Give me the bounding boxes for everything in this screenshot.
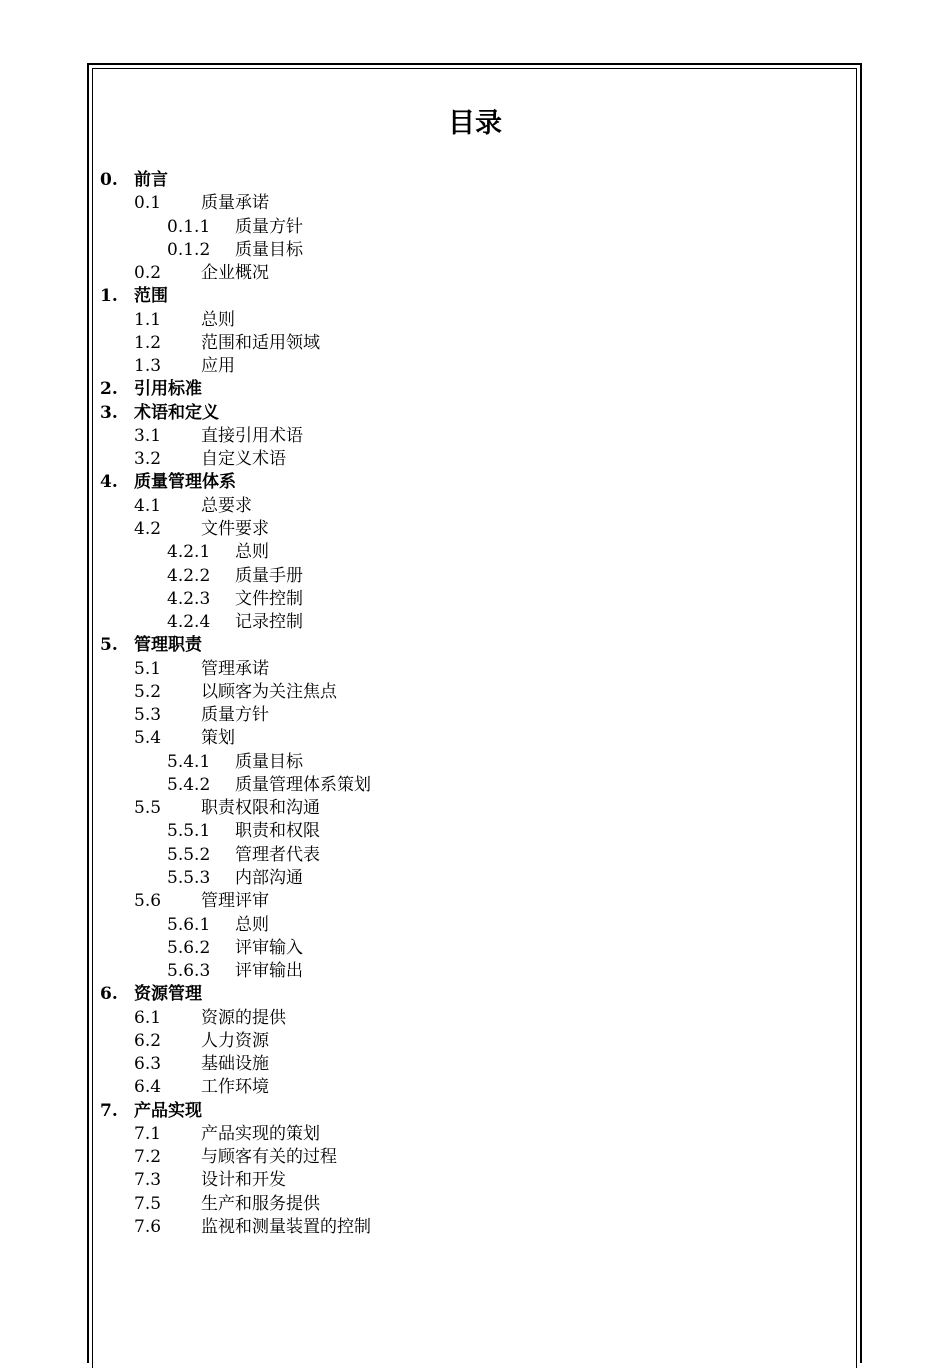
- toc-entry-title: 术语和定义: [134, 402, 219, 423]
- toc-entry[interactable]: [100, 1076, 840, 1099]
- toc-entry[interactable]: [100, 192, 840, 215]
- toc-entry[interactable]: [100, 1053, 840, 1076]
- toc-entry[interactable]: [100, 378, 840, 401]
- toc-entry-title: 范围和适用领域: [201, 332, 320, 353]
- toc-entry-title: 自定义术语: [201, 449, 286, 470]
- toc-entry-number: 5.5.1: [167, 821, 211, 842]
- toc-entry[interactable]: [100, 565, 840, 588]
- toc-entry[interactable]: [100, 658, 840, 681]
- toc-entry[interactable]: [100, 495, 840, 518]
- toc-entry-title: 总则: [201, 309, 235, 330]
- toc-entry[interactable]: [100, 867, 840, 890]
- toc-entry-title: 质量管理体系: [134, 472, 236, 493]
- toc-entry[interactable]: [100, 1193, 840, 1216]
- toc-entry[interactable]: [100, 1007, 840, 1030]
- toc-entry-title: 文件控制: [235, 588, 303, 609]
- toc-entry-title: 应用: [201, 356, 235, 377]
- toc-entry-title: 产品实现的策划: [201, 1123, 320, 1144]
- toc-entry-number: 5.6.3: [167, 961, 211, 982]
- toc-entry-title: 范围: [134, 286, 168, 307]
- toc-entry[interactable]: [100, 774, 840, 797]
- toc-entry[interactable]: [100, 402, 840, 425]
- toc-entry[interactable]: [100, 983, 840, 1006]
- toc-entry-number: 3.: [100, 402, 118, 423]
- page-title: 目录: [448, 108, 502, 139]
- toc-entry-title: 质量承诺: [201, 193, 269, 214]
- toc-entry-number: 6.2: [134, 1030, 162, 1051]
- toc-entry-number: 6.1: [134, 1007, 162, 1028]
- toc-entry[interactable]: [100, 751, 840, 774]
- toc-entry[interactable]: [100, 890, 840, 913]
- toc-entry[interactable]: [100, 844, 840, 867]
- toc-entry-title: 文件要求: [201, 518, 269, 539]
- toc-entry-title: 产品实现: [134, 1100, 202, 1121]
- toc-entry[interactable]: [100, 1030, 840, 1053]
- toc-entry-title: 人力资源: [201, 1030, 269, 1051]
- table-of-contents: [100, 169, 840, 1239]
- toc-entry[interactable]: [100, 1146, 840, 1169]
- toc-entry-title: 设计和开发: [201, 1170, 286, 1191]
- toc-entry[interactable]: [100, 704, 840, 727]
- toc-entry-number: 4.2.3: [167, 588, 211, 609]
- toc-entry-number: 5.6.2: [167, 937, 211, 958]
- toc-entry-number: 5.5: [134, 798, 162, 819]
- toc-entry-number: 4.1: [134, 495, 162, 516]
- toc-entry-title: 以顾客为关注焦点: [201, 681, 337, 702]
- toc-entry[interactable]: [100, 285, 840, 308]
- toc-entry-number: 4.2: [134, 518, 162, 539]
- toc-entry-title: 职责权限和沟通: [201, 798, 320, 819]
- toc-entry-title: 内部沟通: [235, 867, 303, 888]
- toc-entry-number: 4.2.2: [167, 565, 211, 586]
- toc-entry-title: 总要求: [201, 495, 252, 516]
- toc-entry-number: 3.1: [134, 425, 162, 446]
- toc-entry[interactable]: [100, 518, 840, 541]
- toc-entry[interactable]: [100, 634, 840, 657]
- toc-entry-number: 1.3: [134, 356, 162, 377]
- toc-entry[interactable]: [100, 1100, 840, 1123]
- toc-entry-title: 工作环境: [201, 1077, 269, 1098]
- toc-entry-title: 总则: [235, 542, 269, 563]
- toc-entry-title: 监视和测量装置的控制: [201, 1216, 371, 1237]
- toc-entry-number: 5.1: [134, 658, 162, 679]
- toc-entry-title: 企业概况: [201, 263, 269, 284]
- toc-entry-number: 5.4.1: [167, 751, 211, 772]
- toc-entry-title: 策划: [201, 728, 235, 749]
- toc-entry-number: 0.: [100, 170, 118, 190]
- toc-entry-number: 6.4: [134, 1077, 162, 1098]
- toc-entry[interactable]: [100, 960, 840, 983]
- toc-entry[interactable]: [100, 1123, 840, 1146]
- toc-entry-number: 5.4: [134, 728, 162, 749]
- toc-entry-title: 质量管理体系策划: [235, 774, 371, 795]
- toc-entry-number: 5.3: [134, 705, 162, 726]
- toc-entry-title: 生产和服务提供: [201, 1193, 320, 1214]
- toc-entry-number: 5.5.3: [167, 867, 211, 888]
- toc-entry-number: 5.6: [134, 891, 162, 912]
- toc-entry[interactable]: [100, 169, 840, 192]
- toc-entry[interactable]: [100, 262, 840, 285]
- toc-entry[interactable]: [100, 239, 840, 262]
- toc-entry-title: 管理者代表: [235, 844, 320, 865]
- toc-entry[interactable]: [100, 914, 840, 937]
- toc-entry-number: 5.4.2: [167, 774, 211, 795]
- toc-entry-number: 0.2: [134, 263, 162, 284]
- toc-entry[interactable]: [100, 681, 840, 704]
- toc-entry-number: 7.3: [134, 1170, 162, 1191]
- toc-entry-title: 资源的提供: [201, 1007, 286, 1028]
- toc-entry-title: 质量目标: [235, 239, 303, 260]
- toc-entry-number: 3.2: [134, 449, 162, 470]
- toc-entry-title: 评审输入: [235, 937, 303, 958]
- toc-entry-number: 4.2.4: [167, 612, 211, 633]
- toc-entry[interactable]: [100, 1216, 840, 1239]
- toc-entry-number: 2.: [100, 379, 118, 400]
- toc-entry[interactable]: [100, 309, 840, 332]
- toc-entry-number: 0.1: [134, 193, 162, 214]
- toc-entry-title: 资源管理: [134, 984, 202, 1005]
- toc-entry-number: 4.: [100, 472, 118, 493]
- toc-entry-title: 管理评审: [201, 891, 269, 912]
- toc-entry-number: 1.1: [134, 309, 162, 330]
- toc-entry-title: 质量目标: [235, 751, 303, 772]
- toc-entry-title: 前言: [134, 170, 168, 190]
- toc-entry-number: 6.: [100, 984, 118, 1005]
- toc-entry-number: 5.: [100, 635, 118, 656]
- toc-entry-number: 5.2: [134, 681, 162, 702]
- toc-entry-number: 7.6: [134, 1216, 162, 1237]
- toc-entry-number: 7.: [100, 1100, 118, 1121]
- toc-entry-title: 管理职责: [134, 635, 202, 656]
- toc-entry-title: 质量手册: [235, 565, 303, 586]
- toc-entry[interactable]: [100, 541, 840, 564]
- toc-entry[interactable]: [100, 611, 840, 634]
- toc-entry[interactable]: [100, 937, 840, 960]
- toc-entry-number: 4.2.1: [167, 542, 211, 563]
- toc-entry-title: 管理承诺: [201, 658, 269, 679]
- toc-entry[interactable]: [100, 216, 840, 239]
- toc-entry[interactable]: [100, 820, 840, 843]
- toc-entry-number: 1.: [100, 286, 118, 307]
- toc-entry-number: 0.1.1: [167, 216, 211, 237]
- toc-entry[interactable]: [100, 471, 840, 494]
- toc-entry[interactable]: [100, 355, 840, 378]
- toc-entry-title: 引用标准: [134, 379, 202, 400]
- toc-entry-title: 直接引用术语: [201, 425, 303, 446]
- toc-entry[interactable]: [100, 797, 840, 820]
- toc-entry[interactable]: [100, 448, 840, 471]
- toc-entry-title: 总则: [235, 914, 269, 935]
- toc-entry[interactable]: [100, 1169, 840, 1192]
- toc-entry-title: 记录控制: [235, 612, 303, 633]
- toc-entry[interactable]: [100, 332, 840, 355]
- toc-entry-number: 7.5: [134, 1193, 162, 1214]
- toc-entry-title: 质量方针: [235, 216, 303, 237]
- toc-entry-number: 7.2: [134, 1147, 162, 1168]
- toc-entry-title: 职责和权限: [235, 821, 320, 842]
- toc-entry-title: 质量方针: [201, 705, 269, 726]
- toc-entry-number: 1.2: [134, 332, 162, 353]
- toc-entry[interactable]: [100, 588, 840, 611]
- toc-entry[interactable]: [100, 727, 840, 750]
- toc-entry-number: 0.1.2: [167, 239, 211, 260]
- toc-entry-number: 5.5.2: [167, 844, 211, 865]
- toc-entry-title: 评审输出: [235, 961, 303, 982]
- toc-entry-number: 5.6.1: [167, 914, 211, 935]
- toc-entry[interactable]: [100, 425, 840, 448]
- toc-entry-number: 7.1: [134, 1123, 162, 1144]
- toc-entry-title: 与顾客有关的过程: [201, 1147, 337, 1168]
- toc-entry-title: 基础设施: [201, 1054, 269, 1075]
- toc-entry-number: 6.3: [134, 1054, 162, 1075]
